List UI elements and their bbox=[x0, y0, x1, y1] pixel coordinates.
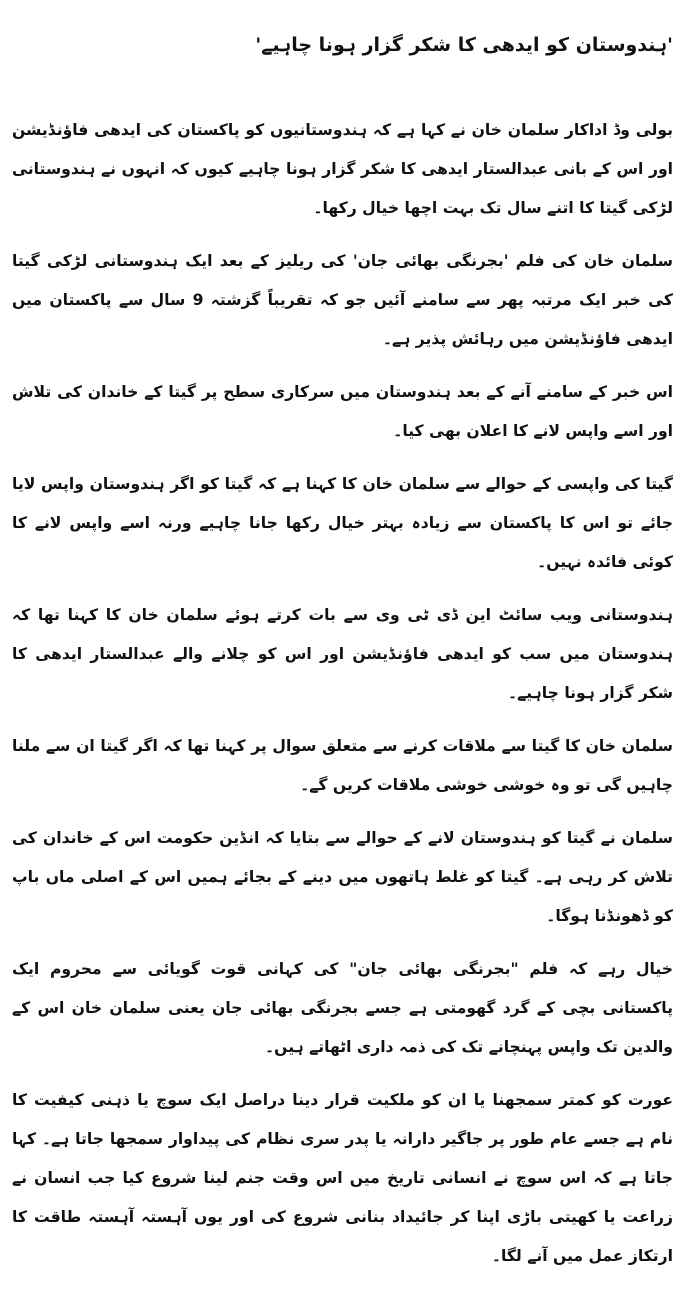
article-paragraph-7: سلمان نے گیتا کو ہندوستان لانے کے حوالے سے بتایا کہ انڈین حکومت اس کے خاندان کی تلاش کر رہی ہے۔ گیتا کو غلط ہاتھوں میں دینے کے بجائے ہمیں اس کے اصلی ماں باپ کو ڈھونڈنا ہوگا۔ bbox=[12, 829, 673, 925]
article-paragraph-1: بولی وڈ اداکار سلمان خان نے کہا ہے کہ ہندوستانیوں کو پاکستان کی ایدھی فاؤنڈیشن اور اس کے بانی عبدالستار ایدھی کا شکر گزار ہونا چاہیے کیوں کہ انہوں نے ہندوستانی لڑکی گیتا کا اتنے سال تک بہت اچھا خیال رکھا۔ bbox=[12, 121, 673, 217]
article-paragraph-2: سلمان خان کی فلم 'بجرنگی بھائی جان' کی ریلیز کے بعد ایک ہندوستانی لڑکی گیتا کی خبر ایک مرتبہ پھر سے سامنے آئیں جو کہ تقریباً گزشتہ 9 سال سے پاکستان میں ایدھی فاؤنڈیشن میں رہائش پذیر ہے۔ bbox=[12, 252, 673, 348]
article bbox=[12, 28, 673, 1290]
article-paragraph-3: اس خبر کے سامنے آنے کے بعد ہندوستان میں سرکاری سطح پر گیتا کے خاندان کی تلاش اور اسے واپس لانے کا اعلان بھی کیا۔ bbox=[12, 383, 673, 440]
article-headline: 'ہندوستان کو ایدھی کا شکر گزار ہونا چاہیے' bbox=[255, 34, 673, 56]
article-paragraph-9: عورت کو کمتر سمجھنا یا ان کو ملکیت قرار دینا دراصل ایک سوچ یا ذہنی کیفیت کا نام ہے جسے عام طور پر جاگیر دارانہ یا پدر سری نظام کی پیداوار سمجھا جاتا ہے۔ کہا جاتا ہے کہ اس سوچ نے انسانی تاریخ میں اس وقت جنم لینا شروع کیا جب انسان نے زراعت یا کھیتی باڑی اپنا کر جائیداد بنانی شروع کی اور یوں آہستہ آہستہ طاقت کا ارتکاز عمل میں آنے لگا۔ bbox=[12, 1091, 673, 1265]
article-paragraph-5: ہندوستانی ویب سائٹ این ڈی ٹی وی سے بات کرتے ہوئے سلمان خان کا کہنا تھا کہ ہندوستان میں سب کو ایدھی فاؤنڈیشن اور اس کو چلانے والے عبدالستار ایدھی کا شکر گزار ہونا چاہیے۔ bbox=[12, 606, 673, 702]
article-paragraph-8: خیال رہے کہ فلم "بجرنگی بھائی جان" کی کہانی قوت گویائی سے محروم ایک پاکستانی بچی کے گرد گھومتی ہے جسے بجرنگی بھائی جان یعنی سلمان خان اس کے والدین تک واپس پہنچانے تک کی ذمہ داری اٹھاتے ہیں۔ bbox=[12, 960, 673, 1056]
article-paragraph-6: سلمان خان کا گیتا سے ملاقات کرنے سے متعلق سوال پر کہنا تھا کہ اگر گیتا ان سے ملنا چاہیں گی تو وہ خوشی خوشی ملاقات کریں گے۔ bbox=[12, 737, 673, 794]
article-paragraph-4: گیتا کی واپسی کے حوالے سے سلمان خان کا کہنا ہے کہ گیتا کو اگر ہندوستان واپس لایا جائے تو اس کا پاکستان سے زیادہ بہتر خیال رکھا جانا چاہیے ورنہ اسے واپس لانے کا کوئی فائدہ نہیں۔ bbox=[12, 475, 673, 571]
